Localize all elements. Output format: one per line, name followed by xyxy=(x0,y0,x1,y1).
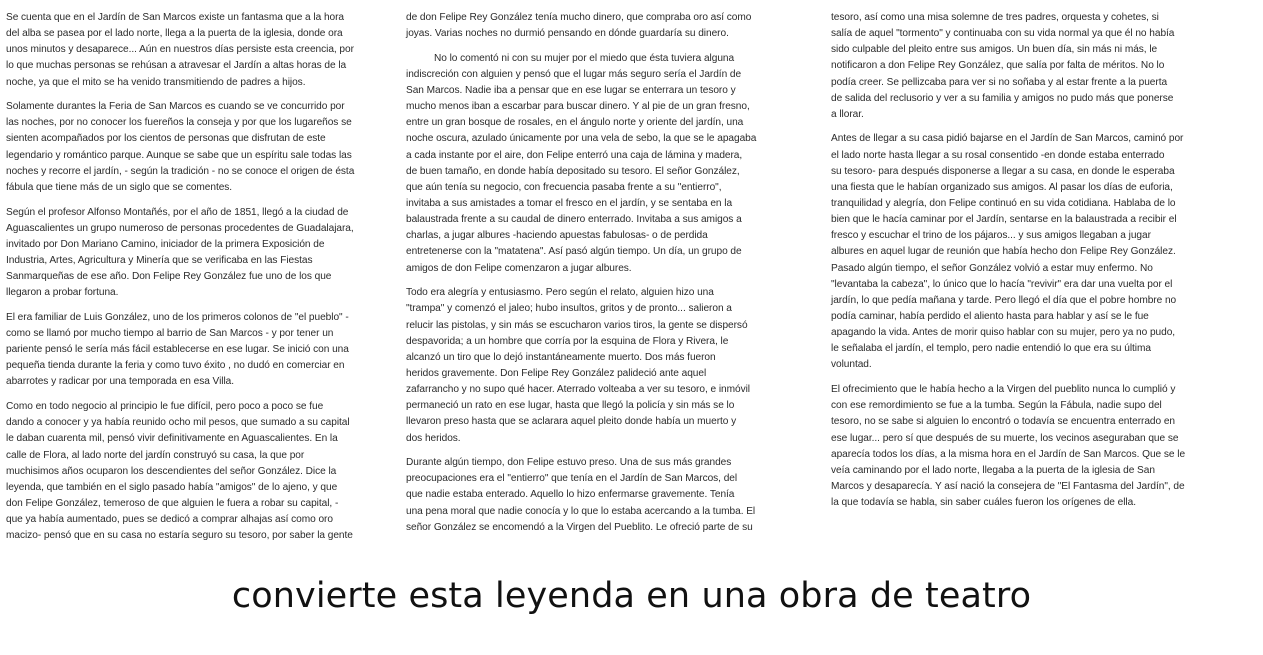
text-line: entretenerse con la "matatena". Así pasó algún tiempo. Un día, un grupo de xyxy=(406,246,742,258)
paragraph xyxy=(406,455,768,536)
text-line: El era familiar de Luis González, uno de los primeros colonos de "el pueblo" - xyxy=(6,311,349,323)
text-line: salía de aquel "tormento" y continuaba con su vida normal ya que él no había xyxy=(831,28,1175,40)
text-line: don Felipe González, temeroso de que alguien le fuera a robar su capital, - xyxy=(6,497,339,509)
text-line: bien que le hacía caminar por el Jardín, sentarse en la balaustrada a recibir el xyxy=(831,214,1177,226)
text-line: fresco y escuchar el trino de los pájaros... y sus amigos llegaban a jugar xyxy=(831,230,1151,242)
text-line: macizo- pensó que en su casa no estaría seguro su tesoro, por saber la gente xyxy=(6,530,353,542)
text-line: voluntad. xyxy=(831,359,872,371)
text-line: Marcos y desaparecía. Y así nació la consejera de "El Fantasma del Jardín", de xyxy=(831,480,1185,492)
text-line: señor González se encomendó a la Virgen del Pueblito. Le ofreció parte de su xyxy=(406,521,753,533)
text-line: sido culpable del pleito entre sus amigos. Un buen día, sin más ni más, le xyxy=(831,44,1158,56)
paragraph xyxy=(6,399,368,544)
text-line: Se cuenta que en el Jardín de San Marcos existe un fantasma que a la hora xyxy=(6,12,345,23)
text-line: "trampa" y comenzó el jaleo; hubo insultos, gritos y de pronto... salieron a xyxy=(406,303,732,315)
text-line: invitado por Don Mariano Camino, iniciador de la primera Exposición de xyxy=(6,238,325,250)
text-line: fábula que tiene más de un siglo que se comentes. xyxy=(6,181,233,193)
text-line: sienten acompañados por los cientos de personas que disfrutan de este xyxy=(6,133,326,145)
text-line: leyenda, que también en el siglo pasado había "amigos" de lo ajeno, y que xyxy=(6,481,338,493)
text-line: calle de Flora, al lado norte del jardín construyó su casa, la que por xyxy=(6,449,305,461)
text-line: dos heridos. xyxy=(406,432,461,444)
text-line: podía caminar, había perdido el aliento hasta para hablar y así se le fue xyxy=(831,311,1149,323)
text-line: mucho menos iban a escarbar para buscar dinero. Y al pie de un gran fresno, xyxy=(406,101,750,113)
text-line: pequeña tienda durante la feria y como tuvo éxito , no dudó en comerciar en xyxy=(6,360,345,372)
text-line: despavorida; a un hombre que corría por la esquina de Flora y Rivera, le xyxy=(406,335,729,347)
text-line: legendario y romántico parque. Aunque se sabe que un espíritu sale todas las xyxy=(6,149,352,161)
text-column-1 xyxy=(6,10,368,548)
text-line: apagando la vida. Antes de morir quiso hablar con su mujer, pero ya no pudo, xyxy=(831,327,1176,339)
text-line: podía creer. Se pellizcaba para ver si no soñaba y al estar frente a la puerta xyxy=(831,76,1168,88)
text-line: Antes de llegar a su casa pidió bajarse en el Jardín de San Marcos, caminó por xyxy=(831,133,1184,145)
text-line: el lado norte hasta llegar a su rosal consentido -en donde estaba enterrado xyxy=(831,149,1165,161)
text-line: Pasado algún tiempo, el señor González volvió a estar muy enfermo. No xyxy=(831,262,1153,274)
text-line: que aún tenía su negocio, con frecuencia pasaba frente a su "entierro", xyxy=(406,181,722,193)
text-line: No lo comentó ni con su mujer por el miedo que ésta tuviera alguna xyxy=(434,52,735,64)
text-line: noche, ya que el mito se ha venido transmitiendo de padres a hijos. xyxy=(6,76,306,88)
text-line: veía caminando por el lado norte, llegaba a la puerta de la iglesia de San xyxy=(831,464,1155,476)
text-line: Todo era alegría y entusiasmo. Pero según el relato, alguien hizo una xyxy=(406,287,714,299)
text-line: lo que muchas personas se rehúsan a atravesar el Jardín a altas horas de la xyxy=(6,60,347,72)
text-line: pariente pensó le sería más fácil establecerse en ese lugar. Se inició con una xyxy=(6,344,349,356)
prompt-caption: convierte esta leyenda en una obra de teatro xyxy=(231,576,1032,616)
text-line: le daban cuarenta mil, pensó vivir definitivamente en Aguascalientes. En la xyxy=(6,433,338,445)
paragraph xyxy=(6,310,368,391)
text-line: ese lugar... pero sí que después de su muerte, los vecinos aseguraban que se xyxy=(831,432,1179,444)
text-line: notificaron a don Felipe Rey González, que salía por falta de méritos. No lo xyxy=(831,60,1165,72)
text-line: tranquilidad y alegría, don Felipe continuó en su vida cotidiana. Hablaba de lo xyxy=(831,198,1176,210)
text-line: de don Felipe Rey González tenía mucho dinero, que compraba oro así como xyxy=(406,12,752,23)
text-line: las noches, por no conocer los fuereños la conseja y por que los lugareños se xyxy=(6,117,352,129)
paragraph xyxy=(6,10,368,91)
text-line: Industria, Artes, Agricultura y Minería que se verificaba en las Fiestas xyxy=(6,254,313,266)
text-line: relucir las pistolas, y sin más se escucharon varios tiros, la gente se dispersó xyxy=(406,319,748,331)
text-line: balaustrada frente a su caudal de dinero enterrado. Invitaba a sus amigos a xyxy=(406,214,742,226)
text-column-2 xyxy=(406,10,768,544)
text-line: Sanmarqueñas de ese año. Don Felipe Rey González fue uno de los que xyxy=(6,271,332,283)
text-line: "levantaba la cabeza", lo único que lo hacía "revivir" era dar una vuelta por el xyxy=(831,278,1173,290)
text-line: invitaba a sus amistades a tomar el fresco en el jardín, y se sentaba en la xyxy=(406,198,733,210)
text-line: con ese remordimiento se fue a la tumba. Según la Fábula, nadie supo del xyxy=(831,400,1162,412)
text-line: a llorar. xyxy=(831,108,864,120)
text-line: albures en aquel lugar de reunión que había hecho don Felipe Rey González. xyxy=(831,246,1176,258)
paragraph xyxy=(831,382,1193,511)
paragraph xyxy=(831,131,1193,373)
text-line: indiscreción con alguien y pensó que el lugar más seguro sería el Jardín de xyxy=(406,68,742,80)
text-line: la que todavía se habla, sin saber cuáles fueron los orígenes de ella. xyxy=(831,497,1136,509)
text-line: le señalaba el jardín, el templo, pero nadie entendió lo que era su última xyxy=(831,343,1151,355)
text-line: El ofrecimiento que le había hecho a la Virgen del pueblito nunca lo cumplió y xyxy=(831,384,1176,396)
text-line: joyas. Varias noches no durmió pensando en dónde guardaría su dinero. xyxy=(406,28,729,40)
text-line: San Marcos. Nadie iba a pensar que en ese lugar se enterrara un tesoro y xyxy=(406,85,736,97)
text-column-3 xyxy=(831,10,1193,520)
text-line: entre un gran bosque de rosales, en el ángulo norte y oriente del jardín, una xyxy=(406,117,744,129)
text-line: permaneció un rato en ese lugar, hasta que llegó la policía y sin más se lo xyxy=(406,400,735,412)
text-line: de salida del reclusorio y ver a su familia y amigos no pudo más que ponerse xyxy=(831,92,1174,104)
paragraph xyxy=(6,205,368,302)
text-line: unos minutos y desaparece... Aún en nuestros días persiste esta creencia, por xyxy=(6,44,354,56)
text-line: Durante algún tiempo, don Felipe estuvo preso. Una de sus más grandes xyxy=(406,457,732,469)
text-line: llevaron preso hasta que se aclarara aquel pleito donde había un muerto y xyxy=(406,416,737,428)
text-line: noche oscura, azulado únicamente por una vela de sebo, la que se le apagaba xyxy=(406,133,757,145)
text-line: preocupaciones era el "entierro" que tenía en el Jardín de San Marcos, del xyxy=(406,473,738,485)
text-line: zafarrancho y no supo qué hacer. Aterrado volteaba a ver su tesoro, e inmóvil xyxy=(406,384,750,396)
text-line: muchisimos años ocuparon los descendientes del señor González. Dice la xyxy=(6,465,337,477)
text-line: jardín, lo que pedía mañana y tarde. Pero llegó el día que el pobre hombre no xyxy=(831,294,1177,306)
paragraph xyxy=(831,10,1193,123)
text-line: amigos de don Felipe comenzaron a jugar albures. xyxy=(406,262,632,274)
text-line: tesoro, así como una misa solemne de tres padres, orquesta y cohetes, si xyxy=(831,12,1159,23)
text-line: una fiesta que le habían organizado sus amigos. Al pasar los días de euforia, xyxy=(831,181,1173,193)
text-line: heridos gravemente. Don Felipe Rey González palideció ante aquel xyxy=(406,367,707,379)
text-line: Como en todo negocio al principio le fue difícil, pero poco a poco se fue xyxy=(6,401,324,413)
text-line: Solamente durantes la Feria de San Marcos es cuando se ve concurrido por xyxy=(6,101,345,113)
text-line: del alba se pasea por el lado norte, llega a la puerta de la iglesia, donde ora xyxy=(6,28,343,40)
text-line: aparecía todos los días, a la misma hora en el Jardín de San Marcos. Que se le xyxy=(831,448,1186,460)
paragraph xyxy=(6,99,368,196)
text-line: Según el profesor Alfonso Montañés, por el año de 1851, llegó a la ciudad de xyxy=(6,206,349,218)
text-line: noches y recorre el jardín, - según la tradición - no se conoce el origen de ésta xyxy=(6,165,355,177)
text-line: llegaron a probar fortuna. xyxy=(6,287,119,299)
text-line: una pena moral que nadie conocía y lo que lo estaba acercando a la tumba. El xyxy=(406,505,756,517)
text-line: alcanzó un tiro que lo dejó instantáneamente muerto. Dos más fueron xyxy=(406,351,716,363)
text-line: Aguascalientes un grupo numeroso de personas procedentes de Guadalajara, xyxy=(6,222,354,234)
text-line: charlas, a jugar albures -haciendo apuestas fabulosas- o de perdida xyxy=(406,230,708,242)
text-line: que nadie estaba enterado. Aquello lo hizo enfermarse gravemente. Tenía xyxy=(406,489,735,501)
text-line: dando a conocer y ya había reunido ocho mil pesos, que sumado a su capital xyxy=(6,417,350,429)
text-line: de buen tamaño, en donde había depositado su tesoro. El señor González, xyxy=(406,165,740,177)
text-line: a cada instante por el aire, don Felipe enterró una caja de lámina y madera, xyxy=(406,149,743,161)
text-line: abarrotes y radicar por una temporada en esa Villa. xyxy=(6,376,235,388)
paragraph xyxy=(406,285,768,446)
paragraph xyxy=(406,51,768,277)
paragraph xyxy=(406,10,768,42)
text-line: tesoro, no se sabe si alguien lo encontró o todavía se encuentra enterrado en xyxy=(831,416,1176,428)
text-line: como se llamó por mucho tiempo al barrio de San Marcos - y por tener un xyxy=(6,328,334,340)
text-line: que ya había aumentado, pues se dedicó a comprar alhajas así como oro xyxy=(6,514,333,526)
text-line: su tesoro- para después disponerse a llegar a su casa, en donde le esperaba xyxy=(831,165,1175,177)
